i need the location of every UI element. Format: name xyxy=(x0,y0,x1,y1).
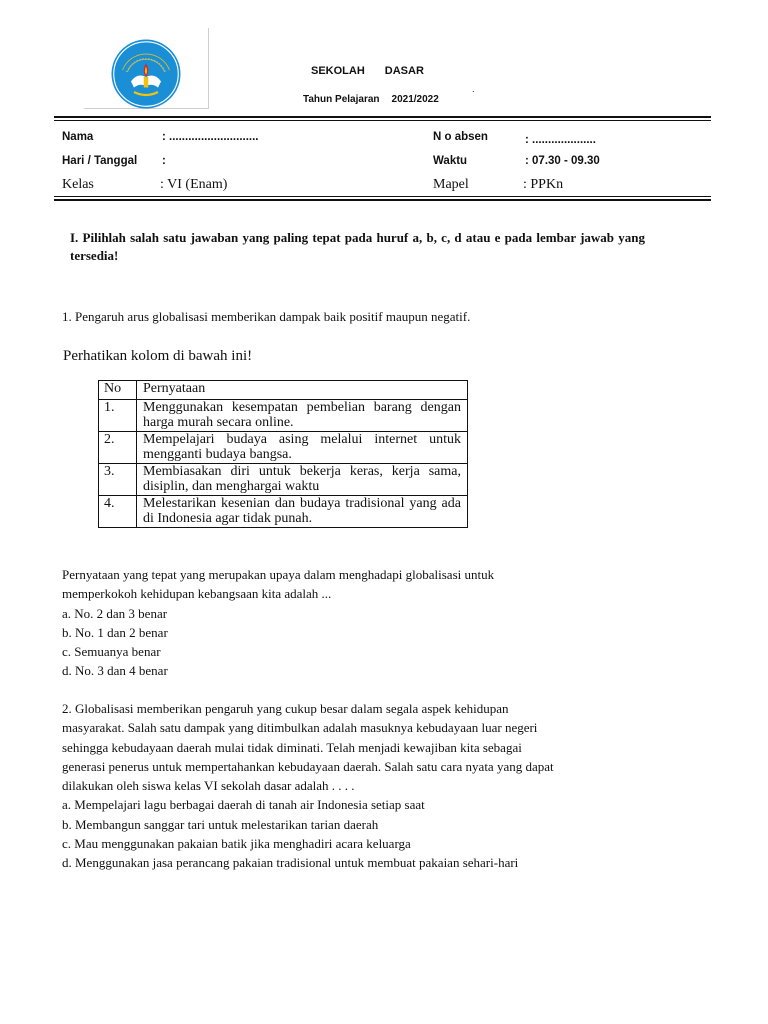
school-word-sekolah: SEKOLAH xyxy=(311,65,365,77)
table-row xyxy=(99,464,468,496)
year-value: 2021/2022 xyxy=(391,94,439,105)
q2-option-b: b. Membangun sanggar tari untuk melestarikan tarian daerah xyxy=(62,816,379,832)
tut-wuri-handayani-logo xyxy=(108,38,184,110)
q2-option-c: c. Mau menggunakan pakaian batik jika menghadiri acara keluarga xyxy=(62,836,411,852)
q2-line: 2. Globalisasi memberikan pengaruh yang cukup besar dalam segala aspek kehidupan xyxy=(62,701,509,716)
q2-line: sehingga kebudayaan daerah mulai tidak diminati. Telah menjadi kewajiban kita sebagai xyxy=(62,739,522,755)
year-label: Tahun Pelajaran xyxy=(303,94,380,105)
kelas-label: Kelas xyxy=(62,177,94,192)
hari-value: : xyxy=(162,155,166,167)
row-statement: Menggunakan kesempatan pembelian barang dengan harga murah secara online. xyxy=(137,400,468,432)
table-row xyxy=(99,400,468,432)
table-row xyxy=(99,432,468,464)
q1-table-intro: Perhatikan kolom di bawah ini! xyxy=(63,348,253,364)
nama-value: : ............................ xyxy=(162,131,259,143)
q2-block xyxy=(62,699,702,873)
bottom-rule-thick xyxy=(54,199,711,201)
waktu-value: : 07.30 - 09.30 xyxy=(525,155,600,167)
nama-label: Nama xyxy=(62,131,94,143)
q1-option-b: b. No. 1 dan 2 benar xyxy=(62,624,168,640)
top-rule-thick xyxy=(54,116,711,118)
academic-year xyxy=(303,94,439,105)
q2-option-a: a. Mempelajari lagu berbagai daerah di tanah air Indonesia setiap saat xyxy=(62,797,425,813)
school-word-dasar: DASAR xyxy=(384,65,424,77)
row-no: 3. xyxy=(99,464,137,496)
q2-line: masyarakat. Salah satu dampak yang ditimbulkan adalah masuknya kebudayaan luar negeri xyxy=(62,720,538,736)
mapel-label: Mapel xyxy=(433,177,469,192)
absen-label: N o absen xyxy=(433,131,488,143)
row-statement: Melestarikan kesenian dan budaya tradisional yang ada di Indonesia agar tidak punah. xyxy=(137,496,468,528)
bottom-rule-thin xyxy=(54,196,711,197)
row-no: 1. xyxy=(99,400,137,432)
kelas-value: : VI (Enam) xyxy=(160,177,228,192)
q2-line: generasi penerus untuk mempertahankan kebudayaan daerah. Salah satu cara nyata yang dapat xyxy=(62,758,554,774)
row-no: 2. xyxy=(99,432,137,464)
header-pernyataan: Pernyataan xyxy=(137,381,468,400)
hari-label: Hari / Tanggal xyxy=(62,155,138,167)
q1-question-line: memperkokoh kehidupan kebangsaan kita adalah ... xyxy=(62,586,332,602)
instruction-text: I. Pilihlah salah satu jawaban yang paling tepat pada huruf a, b, c, d atau e pada lembar jawab yang tersedia! xyxy=(70,230,645,263)
q1-option-c: c. Semuanya benar xyxy=(62,644,161,660)
row-statement: Membiasakan diri untuk bekerja keras, kerja sama, disiplin, dan menghargai waktu xyxy=(137,464,468,496)
mapel-value: : PPKn xyxy=(523,177,564,192)
q1-option-d: d. No. 3 dan 4 benar xyxy=(62,663,168,679)
statement-table xyxy=(98,380,468,528)
q1-question xyxy=(62,565,662,681)
stray-dot: . xyxy=(472,84,475,94)
q1-option-a: a. No. 2 dan 3 benar xyxy=(62,605,168,621)
waktu-label: Waktu xyxy=(433,155,468,167)
top-rule-thin xyxy=(54,120,711,121)
header-no: No xyxy=(99,381,137,400)
table-row xyxy=(99,496,468,528)
table-header-row xyxy=(99,381,468,400)
q1-text: 1. Pengaruh arus globalisasi memberikan dampak baik positif maupun negatif. xyxy=(62,309,471,324)
absen-value: : .................... xyxy=(525,134,596,146)
row-no: 4. xyxy=(99,496,137,528)
q2-line: dilakukan oleh siswa kelas VI sekolah dasar adalah . . . . xyxy=(62,778,355,794)
school-title xyxy=(311,65,424,77)
q1-question-line: Pernyataan yang tepat yang merupakan upaya dalam menghadapi globalisasi untuk xyxy=(62,567,495,582)
q2-option-d: d. Menggunakan jasa perancang pakaian tradisional untuk membuat pakaian sehari-hari xyxy=(62,855,519,871)
row-statement: Mempelajari budaya asing melalui internet untuk mengganti budaya bangsa. xyxy=(137,432,468,464)
